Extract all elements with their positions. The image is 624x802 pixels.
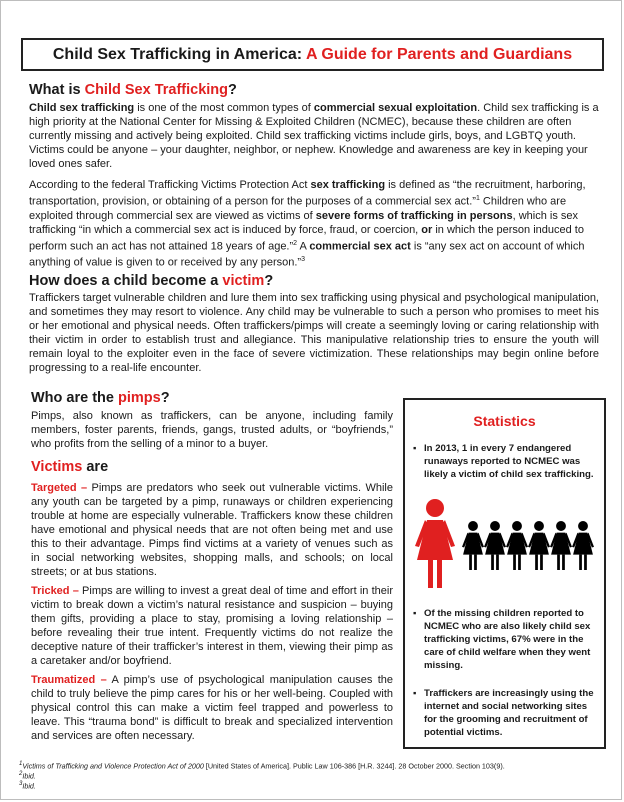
how-paragraph: Traffickers target vulnerable children and lure them into sex trafficking using physical and psychological manipulation, and sometimes they may resort to violence. Any child may be vulnerable to such a person who promises to meet his or her emotional and physical needs. Often traffickers/pimps will create a seemingly loving or caring relationship with their victim in order to establish trust and allegiance. This manipulative relationship tries to ensure the youth will remain loyal to the exploiter even in the face of severe victimization. These relationships may begin online before progressing to a real-life encounter. [29,292,599,374]
victims-section [31,459,393,743]
victims-targeted: Targeted – Pimps are predators who seek out vulnerable victims. While any youth can be targeted by a pimp, runaways or children experiencing trouble at home are especially vulnerable. Traffickers know these children have emotional and physical needs that are not often being met and use this to their advantage. Pimps find victims at a variety of venues such as in social networking websites, shopping malls, and schools; on local streets; or at bus stations. [31,482,393,578]
statistic-bullet-2: ▪ Of the missing children reported to NCMEC who are also likely child sex trafficking victims, 67% were in the care of child welfare when they went missing. [413,607,599,672]
statistics-box [403,398,606,749]
statistic-bullet-1: ▪ In 2013, 1 in every 7 endangered runaways reported to NCMEC was likely a victim of child sex trafficking. [413,442,599,481]
one-in-seven-infographic [411,492,599,592]
page-title [21,38,604,71]
statistic-bullet-3: ▪ Traffickers are increasingly using the internet and social networking sites for the grooming and recruitment of potential victims. [413,687,599,739]
footnote-3: $^3$Ibid. [19,781,36,791]
title-accent: A Guide for Parents and Guardians [302,46,573,63]
title-main: Child Sex Trafficking in America: [52,46,303,63]
what-paragraph-2: According to the federal Trafficking Victims Protection Act sex trafficking is defined as “the recruitment, harboring, transportation, provision, or obtaining of a person for the purposes of a commercial sex act.”$^1$ Children who are exploited through commercial sex are viewed as victims of severe forms of trafficking in persons, which is sex trafficking “in which a commercial sex act is induced by force, fraud, or coercion, or in which the person induced to perform such an act has not attained 18 years of age.”$^2$ A commercial sex act is “any sex act on account of which anything of value is given to or received by any person.”$^3$ [29,179,586,269]
pimps-paragraph: Pimps, also known as traffickers, can be anyone, including family members, foster parents, friends, gangs, trusted adults, or “boyfriends,” who profits from the selling of a minor to a buyer. [31,410,393,450]
victims-traumatized: Traumatized – A pimp’s use of psychological manipulation causes the child to truly believe the pimp cares for his or her well-being. Coupled with physical control this can make a victim feel trapped and powerless to leave. This “trauma bond” is difficult to break and specialized intervention and services are often necessary. [31,674,393,742]
pimps-section [31,390,393,451]
pimps-heading: Who are the pimps? [31,390,170,406]
victims-heading: Victims are [31,459,109,475]
how-section [29,273,599,375]
what-section [29,82,599,270]
footnote-1: $^1$Victims of Trafficking and Violence Protection Act of 2000 [United States of America]. Public Law 106-386 [H.R. 3244]. 28 October 2000. Section 103(9). [19,761,505,771]
victims-tricked: Tricked – Pimps are willing to invest a great deal of time and effort in their victim to break down a victim’s natural resistance and suspicion – buying them gifts, providing a place to stay, promising a loving relationship – before revealing their true intent. Frequently victims do not realize the deceptive nature of their trafficker’s interest in them, viewing their pimp as a caretaker and/or boyfriend. [31,585,394,667]
statistics-heading: Statistics [473,413,536,429]
what-paragraph-1: Child sex trafficking is one of the most common types of commercial sexual exploitation. Child sex trafficking is a high priority at the National Center for Missing & Exploited Children (NCMEC), because these children are often currently missing and actively being exploited. Child sex trafficking victims include girls, boys, and LGBTQ youth. Victims could be anyone – your daughter, neighbor, or nephew. Knowledge and awareness are key in keeping your loved ones safer. [29,102,599,170]
what-heading: What is Child Sex Trafficking? [29,82,237,98]
footnote-2: $^2$Ibid. [19,771,36,781]
how-heading: How does a child become a victim? [29,273,274,289]
